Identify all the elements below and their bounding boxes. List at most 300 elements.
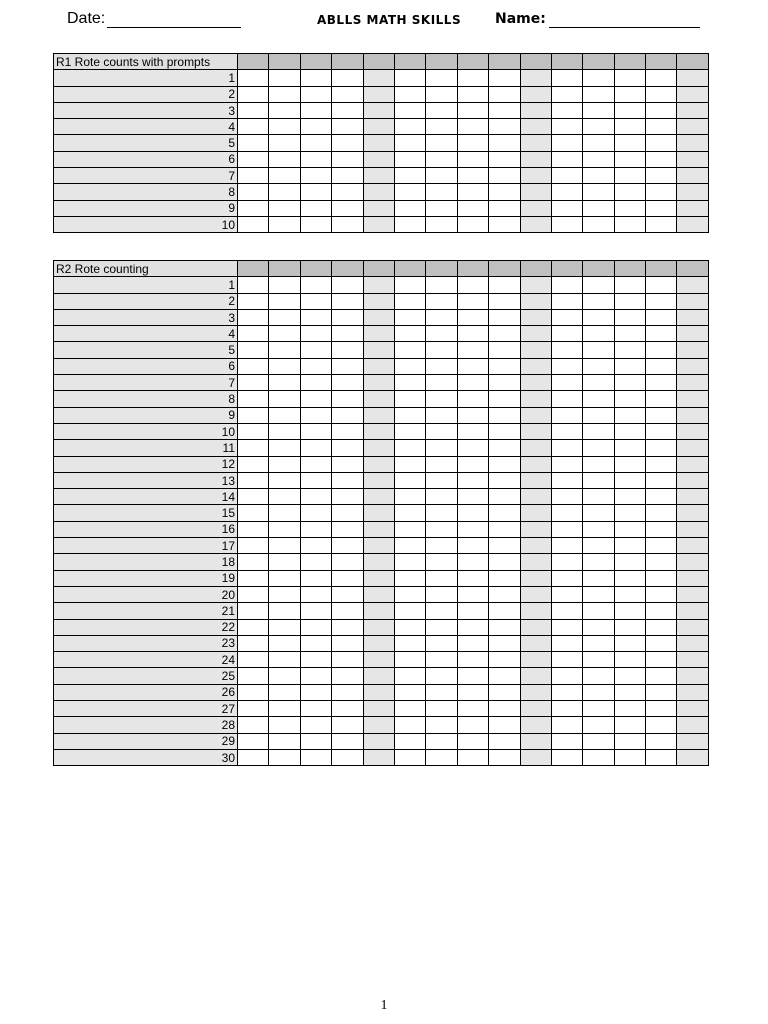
entry-cell[interactable]	[332, 358, 363, 374]
entry-cell[interactable]	[394, 391, 425, 407]
entry-cell[interactable]	[300, 358, 331, 374]
entry-cell[interactable]	[269, 521, 300, 537]
entry-cell[interactable]	[457, 151, 488, 167]
entry-cell[interactable]	[332, 423, 363, 439]
entry-cell[interactable]	[457, 70, 488, 86]
entry-cell[interactable]	[614, 749, 645, 765]
entry-cell[interactable]	[300, 54, 331, 70]
entry-cell[interactable]	[300, 619, 331, 635]
entry-cell[interactable]	[614, 603, 645, 619]
entry-cell[interactable]	[332, 391, 363, 407]
entry-cell[interactable]	[457, 570, 488, 586]
entry-cell[interactable]	[300, 375, 331, 391]
entry-cell[interactable]	[489, 684, 520, 700]
entry-cell[interactable]	[551, 70, 582, 86]
entry-cell[interactable]	[457, 54, 488, 70]
entry-cell[interactable]	[489, 554, 520, 570]
entry-cell[interactable]	[520, 216, 551, 232]
entry-cell[interactable]	[614, 86, 645, 102]
entry-cell[interactable]	[583, 472, 614, 488]
entry-cell[interactable]	[614, 554, 645, 570]
entry-cell[interactable]	[614, 358, 645, 374]
entry-cell[interactable]	[394, 309, 425, 325]
entry-cell[interactable]	[551, 554, 582, 570]
entry-cell[interactable]	[614, 489, 645, 505]
entry-cell[interactable]	[269, 456, 300, 472]
entry-cell[interactable]	[583, 668, 614, 684]
entry-cell[interactable]	[363, 102, 394, 118]
entry-cell[interactable]	[457, 261, 488, 277]
entry-cell[interactable]	[646, 472, 677, 488]
entry-cell[interactable]	[583, 119, 614, 135]
entry-cell[interactable]	[551, 151, 582, 167]
entry-cell[interactable]	[363, 619, 394, 635]
entry-cell[interactable]	[300, 717, 331, 733]
entry-cell[interactable]	[614, 423, 645, 439]
entry-cell[interactable]	[677, 489, 708, 505]
entry-cell[interactable]	[332, 326, 363, 342]
entry-cell[interactable]	[520, 619, 551, 635]
entry-cell[interactable]	[646, 668, 677, 684]
entry-cell[interactable]	[332, 342, 363, 358]
entry-cell[interactable]	[332, 375, 363, 391]
entry-cell[interactable]	[520, 168, 551, 184]
entry-cell[interactable]	[269, 70, 300, 86]
entry-cell[interactable]	[238, 168, 269, 184]
entry-cell[interactable]	[583, 749, 614, 765]
entry-cell[interactable]	[677, 652, 708, 668]
entry-cell[interactable]	[426, 407, 457, 423]
entry-cell[interactable]	[426, 635, 457, 651]
entry-cell[interactable]	[583, 423, 614, 439]
entry-cell[interactable]	[677, 135, 708, 151]
entry-cell[interactable]	[457, 200, 488, 216]
entry-cell[interactable]	[300, 407, 331, 423]
entry-cell[interactable]	[646, 701, 677, 717]
entry-cell[interactable]	[300, 423, 331, 439]
entry-cell[interactable]	[677, 456, 708, 472]
entry-cell[interactable]	[677, 619, 708, 635]
entry-cell[interactable]	[332, 668, 363, 684]
entry-cell[interactable]	[583, 70, 614, 86]
entry-cell[interactable]	[300, 326, 331, 342]
entry-cell[interactable]	[332, 216, 363, 232]
entry-cell[interactable]	[489, 342, 520, 358]
entry-cell[interactable]	[583, 489, 614, 505]
entry-cell[interactable]	[646, 619, 677, 635]
entry-cell[interactable]	[614, 456, 645, 472]
entry-cell[interactable]	[583, 200, 614, 216]
entry-cell[interactable]	[363, 586, 394, 602]
entry-cell[interactable]	[520, 472, 551, 488]
entry-cell[interactable]	[238, 342, 269, 358]
entry-cell[interactable]	[614, 472, 645, 488]
entry-cell[interactable]	[489, 86, 520, 102]
entry-cell[interactable]	[300, 733, 331, 749]
entry-cell[interactable]	[238, 717, 269, 733]
entry-cell[interactable]	[457, 326, 488, 342]
entry-cell[interactable]	[646, 717, 677, 733]
entry-cell[interactable]	[457, 733, 488, 749]
entry-cell[interactable]	[300, 168, 331, 184]
entry-cell[interactable]	[457, 102, 488, 118]
entry-cell[interactable]	[489, 423, 520, 439]
entry-cell[interactable]	[646, 603, 677, 619]
entry-cell[interactable]	[489, 326, 520, 342]
entry-cell[interactable]	[394, 326, 425, 342]
entry-cell[interactable]	[646, 86, 677, 102]
entry-cell[interactable]	[677, 86, 708, 102]
entry-cell[interactable]	[394, 216, 425, 232]
entry-cell[interactable]	[489, 586, 520, 602]
entry-cell[interactable]	[677, 119, 708, 135]
entry-cell[interactable]	[489, 489, 520, 505]
entry-cell[interactable]	[426, 293, 457, 309]
entry-cell[interactable]	[300, 86, 331, 102]
entry-cell[interactable]	[363, 733, 394, 749]
entry-cell[interactable]	[269, 570, 300, 586]
entry-cell[interactable]	[363, 70, 394, 86]
entry-cell[interactable]	[363, 391, 394, 407]
entry-cell[interactable]	[489, 456, 520, 472]
entry-cell[interactable]	[677, 749, 708, 765]
entry-cell[interactable]	[520, 151, 551, 167]
entry-cell[interactable]	[520, 521, 551, 537]
entry-cell[interactable]	[363, 505, 394, 521]
entry-cell[interactable]	[332, 168, 363, 184]
entry-cell[interactable]	[300, 70, 331, 86]
entry-cell[interactable]	[269, 375, 300, 391]
entry-cell[interactable]	[457, 309, 488, 325]
entry-cell[interactable]	[489, 472, 520, 488]
entry-cell[interactable]	[489, 102, 520, 118]
entry-cell[interactable]	[646, 538, 677, 554]
entry-cell[interactable]	[551, 119, 582, 135]
entry-cell[interactable]	[677, 309, 708, 325]
entry-cell[interactable]	[614, 119, 645, 135]
entry-cell[interactable]	[520, 102, 551, 118]
entry-cell[interactable]	[269, 586, 300, 602]
entry-cell[interactable]	[457, 603, 488, 619]
entry-cell[interactable]	[426, 570, 457, 586]
entry-cell[interactable]	[583, 54, 614, 70]
entry-cell[interactable]	[426, 472, 457, 488]
entry-cell[interactable]	[614, 733, 645, 749]
entry-cell[interactable]	[457, 684, 488, 700]
entry-cell[interactable]	[363, 277, 394, 293]
entry-cell[interactable]	[489, 168, 520, 184]
entry-cell[interactable]	[269, 293, 300, 309]
entry-cell[interactable]	[614, 151, 645, 167]
entry-cell[interactable]	[583, 168, 614, 184]
entry-cell[interactable]	[394, 293, 425, 309]
entry-cell[interactable]	[332, 603, 363, 619]
entry-cell[interactable]	[520, 668, 551, 684]
entry-cell[interactable]	[426, 489, 457, 505]
entry-cell[interactable]	[489, 293, 520, 309]
entry-cell[interactable]	[394, 200, 425, 216]
entry-cell[interactable]	[332, 135, 363, 151]
entry-cell[interactable]	[332, 440, 363, 456]
entry-cell[interactable]	[363, 86, 394, 102]
entry-cell[interactable]	[363, 54, 394, 70]
entry-cell[interactable]	[457, 184, 488, 200]
entry-cell[interactable]	[583, 342, 614, 358]
entry-cell[interactable]	[300, 309, 331, 325]
entry-cell[interactable]	[238, 603, 269, 619]
entry-cell[interactable]	[646, 54, 677, 70]
entry-cell[interactable]	[238, 358, 269, 374]
entry-cell[interactable]	[363, 168, 394, 184]
entry-cell[interactable]	[583, 619, 614, 635]
entry-cell[interactable]	[520, 261, 551, 277]
entry-cell[interactable]	[646, 440, 677, 456]
entry-cell[interactable]	[551, 619, 582, 635]
entry-cell[interactable]	[677, 293, 708, 309]
entry-cell[interactable]	[520, 701, 551, 717]
entry-cell[interactable]	[551, 358, 582, 374]
entry-cell[interactable]	[269, 684, 300, 700]
entry-cell[interactable]	[457, 342, 488, 358]
entry-cell[interactable]	[394, 570, 425, 586]
entry-cell[interactable]	[646, 70, 677, 86]
entry-cell[interactable]	[677, 184, 708, 200]
entry-cell[interactable]	[583, 216, 614, 232]
entry-cell[interactable]	[238, 326, 269, 342]
entry-cell[interactable]	[238, 54, 269, 70]
entry-cell[interactable]	[300, 652, 331, 668]
entry-cell[interactable]	[300, 684, 331, 700]
entry-cell[interactable]	[238, 701, 269, 717]
entry-cell[interactable]	[677, 668, 708, 684]
entry-cell[interactable]	[363, 603, 394, 619]
entry-cell[interactable]	[646, 489, 677, 505]
entry-cell[interactable]	[646, 184, 677, 200]
entry-cell[interactable]	[332, 70, 363, 86]
entry-cell[interactable]	[677, 54, 708, 70]
entry-cell[interactable]	[551, 309, 582, 325]
entry-cell[interactable]	[363, 749, 394, 765]
entry-cell[interactable]	[646, 635, 677, 651]
entry-cell[interactable]	[238, 261, 269, 277]
entry-cell[interactable]	[551, 684, 582, 700]
entry-cell[interactable]	[269, 407, 300, 423]
entry-cell[interactable]	[551, 54, 582, 70]
entry-cell[interactable]	[332, 86, 363, 102]
entry-cell[interactable]	[394, 168, 425, 184]
entry-cell[interactable]	[520, 489, 551, 505]
entry-cell[interactable]	[583, 456, 614, 472]
entry-cell[interactable]	[457, 701, 488, 717]
entry-cell[interactable]	[300, 554, 331, 570]
entry-cell[interactable]	[269, 603, 300, 619]
entry-cell[interactable]	[332, 54, 363, 70]
entry-cell[interactable]	[677, 701, 708, 717]
entry-cell[interactable]	[363, 635, 394, 651]
entry-cell[interactable]	[646, 102, 677, 118]
entry-cell[interactable]	[489, 119, 520, 135]
entry-cell[interactable]	[520, 358, 551, 374]
entry-cell[interactable]	[520, 652, 551, 668]
entry-cell[interactable]	[614, 570, 645, 586]
entry-cell[interactable]	[332, 538, 363, 554]
entry-cell[interactable]	[614, 342, 645, 358]
entry-cell[interactable]	[394, 521, 425, 537]
entry-cell[interactable]	[269, 119, 300, 135]
entry-cell[interactable]	[489, 261, 520, 277]
entry-cell[interactable]	[300, 293, 331, 309]
entry-cell[interactable]	[332, 119, 363, 135]
entry-cell[interactable]	[520, 717, 551, 733]
entry-cell[interactable]	[520, 277, 551, 293]
entry-cell[interactable]	[394, 603, 425, 619]
entry-cell[interactable]	[489, 668, 520, 684]
entry-cell[interactable]	[394, 342, 425, 358]
entry-cell[interactable]	[583, 86, 614, 102]
entry-cell[interactable]	[426, 119, 457, 135]
entry-cell[interactable]	[677, 472, 708, 488]
entry-cell[interactable]	[269, 505, 300, 521]
entry-cell[interactable]	[677, 70, 708, 86]
entry-cell[interactable]	[238, 456, 269, 472]
entry-cell[interactable]	[269, 135, 300, 151]
entry-cell[interactable]	[520, 309, 551, 325]
entry-cell[interactable]	[363, 342, 394, 358]
entry-cell[interactable]	[457, 119, 488, 135]
entry-cell[interactable]	[646, 119, 677, 135]
entry-cell[interactable]	[457, 423, 488, 439]
entry-cell[interactable]	[426, 733, 457, 749]
entry-cell[interactable]	[426, 652, 457, 668]
entry-cell[interactable]	[457, 717, 488, 733]
entry-cell[interactable]	[614, 326, 645, 342]
entry-cell[interactable]	[551, 102, 582, 118]
entry-cell[interactable]	[363, 538, 394, 554]
entry-cell[interactable]	[332, 635, 363, 651]
entry-cell[interactable]	[551, 570, 582, 586]
entry-cell[interactable]	[457, 168, 488, 184]
entry-cell[interactable]	[269, 277, 300, 293]
entry-cell[interactable]	[583, 717, 614, 733]
entry-cell[interactable]	[489, 603, 520, 619]
entry-cell[interactable]	[394, 586, 425, 602]
entry-cell[interactable]	[457, 652, 488, 668]
entry-cell[interactable]	[646, 521, 677, 537]
entry-cell[interactable]	[551, 586, 582, 602]
entry-cell[interactable]	[489, 635, 520, 651]
entry-cell[interactable]	[394, 489, 425, 505]
entry-cell[interactable]	[489, 505, 520, 521]
entry-cell[interactable]	[238, 135, 269, 151]
entry-cell[interactable]	[520, 733, 551, 749]
entry-cell[interactable]	[426, 538, 457, 554]
entry-cell[interactable]	[363, 119, 394, 135]
entry-cell[interactable]	[583, 135, 614, 151]
entry-cell[interactable]	[646, 652, 677, 668]
entry-cell[interactable]	[677, 326, 708, 342]
entry-cell[interactable]	[426, 521, 457, 537]
entry-cell[interactable]	[677, 277, 708, 293]
entry-cell[interactable]	[646, 391, 677, 407]
entry-cell[interactable]	[614, 652, 645, 668]
entry-cell[interactable]	[489, 407, 520, 423]
entry-cell[interactable]	[332, 586, 363, 602]
entry-cell[interactable]	[269, 717, 300, 733]
entry-cell[interactable]	[394, 119, 425, 135]
entry-cell[interactable]	[520, 293, 551, 309]
entry-cell[interactable]	[332, 309, 363, 325]
entry-cell[interactable]	[394, 717, 425, 733]
entry-cell[interactable]	[646, 358, 677, 374]
entry-cell[interactable]	[269, 701, 300, 717]
entry-cell[interactable]	[583, 733, 614, 749]
entry-cell[interactable]	[677, 554, 708, 570]
entry-cell[interactable]	[300, 701, 331, 717]
entry-cell[interactable]	[332, 521, 363, 537]
entry-cell[interactable]	[583, 505, 614, 521]
entry-cell[interactable]	[363, 326, 394, 342]
entry-cell[interactable]	[332, 277, 363, 293]
entry-cell[interactable]	[489, 358, 520, 374]
entry-cell[interactable]	[583, 261, 614, 277]
entry-cell[interactable]	[614, 521, 645, 537]
entry-cell[interactable]	[489, 277, 520, 293]
entry-cell[interactable]	[614, 668, 645, 684]
entry-cell[interactable]	[238, 407, 269, 423]
entry-cell[interactable]	[238, 619, 269, 635]
entry-cell[interactable]	[332, 102, 363, 118]
entry-cell[interactable]	[583, 277, 614, 293]
entry-cell[interactable]	[238, 521, 269, 537]
entry-cell[interactable]	[394, 440, 425, 456]
entry-cell[interactable]	[551, 440, 582, 456]
entry-cell[interactable]	[426, 168, 457, 184]
entry-cell[interactable]	[238, 635, 269, 651]
entry-cell[interactable]	[300, 216, 331, 232]
entry-cell[interactable]	[489, 200, 520, 216]
entry-cell[interactable]	[551, 652, 582, 668]
entry-cell[interactable]	[238, 184, 269, 200]
entry-cell[interactable]	[551, 456, 582, 472]
entry-cell[interactable]	[614, 309, 645, 325]
entry-cell[interactable]	[583, 521, 614, 537]
entry-cell[interactable]	[426, 151, 457, 167]
entry-cell[interactable]	[614, 684, 645, 700]
entry-cell[interactable]	[363, 570, 394, 586]
entry-cell[interactable]	[551, 261, 582, 277]
entry-cell[interactable]	[269, 391, 300, 407]
entry-cell[interactable]	[646, 684, 677, 700]
entry-cell[interactable]	[583, 293, 614, 309]
entry-cell[interactable]	[614, 391, 645, 407]
entry-cell[interactable]	[363, 456, 394, 472]
entry-cell[interactable]	[677, 342, 708, 358]
entry-cell[interactable]	[238, 119, 269, 135]
entry-cell[interactable]	[551, 538, 582, 554]
entry-cell[interactable]	[426, 391, 457, 407]
entry-cell[interactable]	[583, 391, 614, 407]
entry-cell[interactable]	[332, 505, 363, 521]
entry-cell[interactable]	[332, 717, 363, 733]
entry-cell[interactable]	[457, 391, 488, 407]
entry-cell[interactable]	[614, 717, 645, 733]
entry-cell[interactable]	[457, 86, 488, 102]
entry-cell[interactable]	[426, 277, 457, 293]
entry-cell[interactable]	[551, 701, 582, 717]
entry-cell[interactable]	[551, 423, 582, 439]
entry-cell[interactable]	[583, 570, 614, 586]
entry-cell[interactable]	[238, 684, 269, 700]
